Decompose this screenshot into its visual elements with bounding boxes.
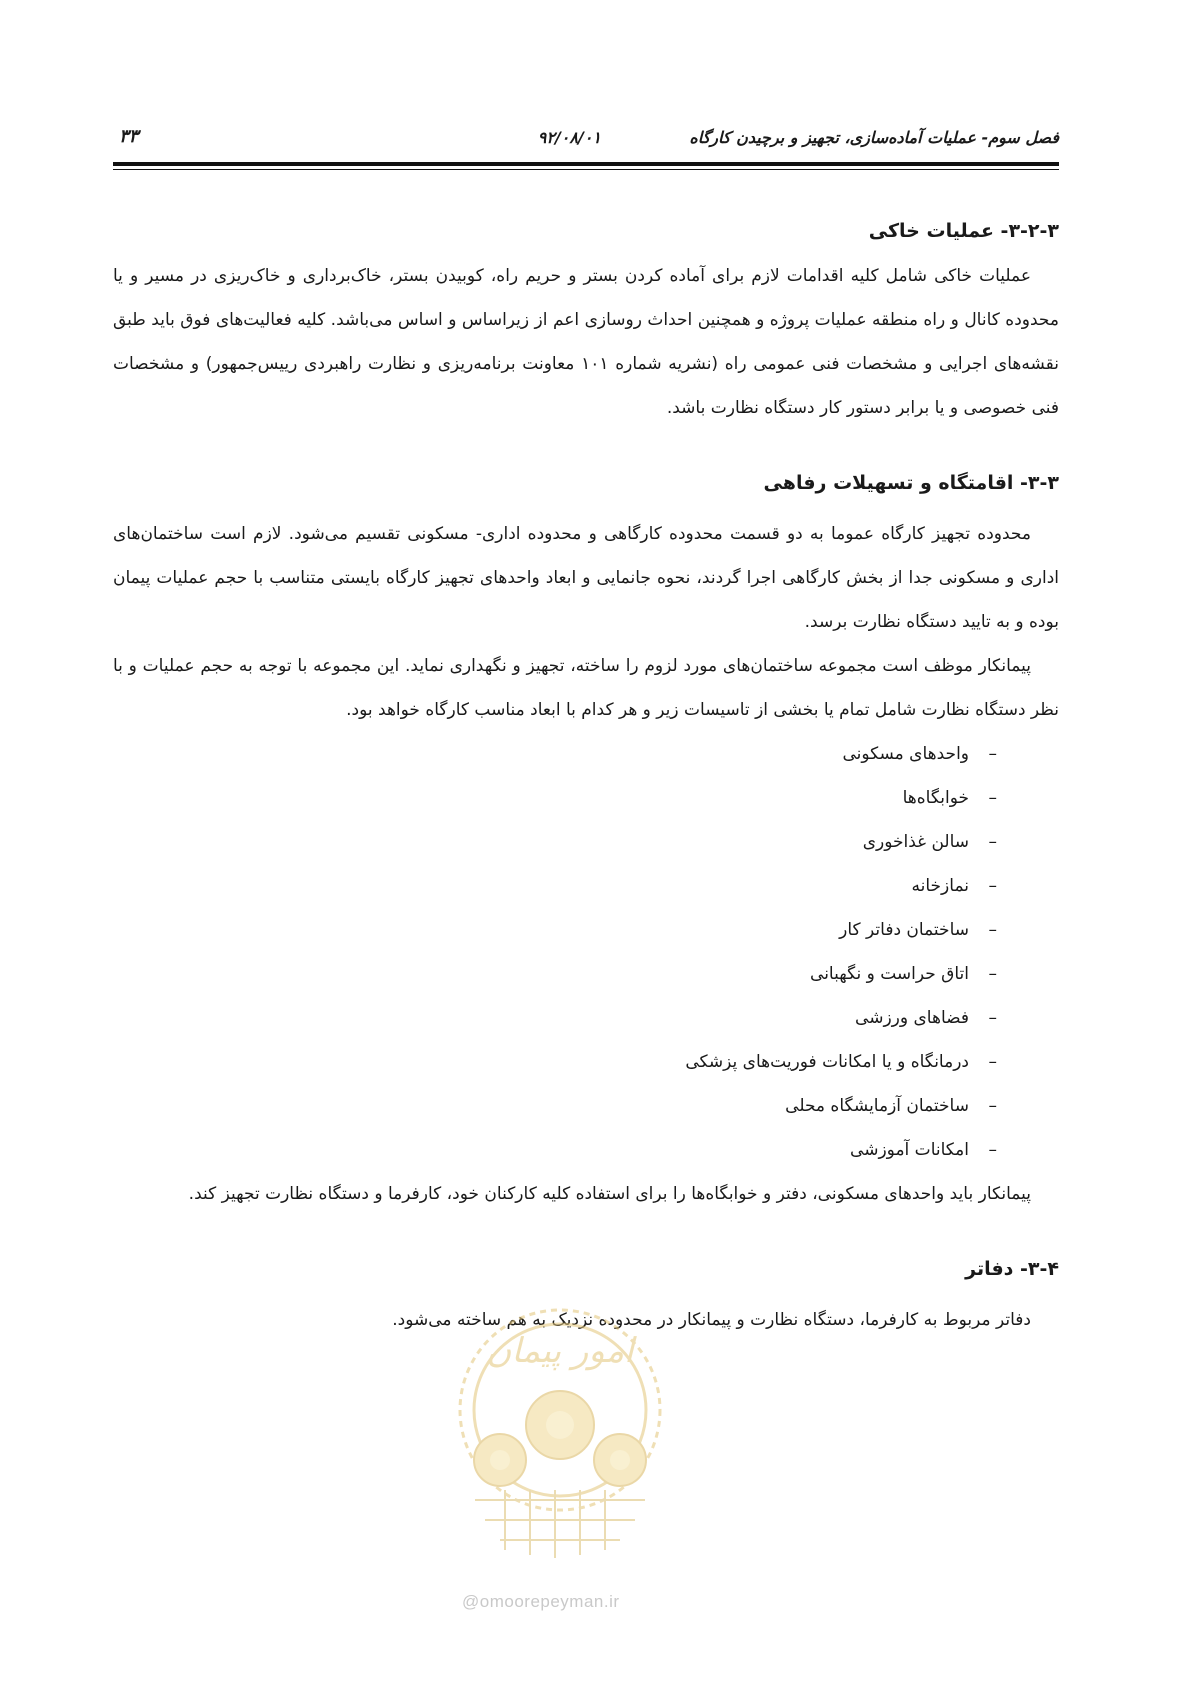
bullet-dash: – bbox=[988, 920, 997, 940]
chapter-title: فصل سوم- عملیات آماده‌سازی، تجهیز و برچیدن کارگاه bbox=[689, 128, 1059, 147]
list-item bbox=[113, 1040, 997, 1084]
list-item-text: ساختمان آزمایشگاه محلی bbox=[785, 1096, 969, 1116]
list-item-text: واحدهای مسکونی bbox=[842, 744, 969, 764]
list-item bbox=[113, 732, 997, 776]
header-date: ۹۲/۰۸/۰۱ bbox=[537, 128, 601, 147]
list-item-text: امکانات آموزشی bbox=[850, 1140, 969, 1160]
list-item bbox=[113, 908, 997, 952]
paragraph-site-zones: محدوده تجهیز کارگاه عموما به دو قسمت محدوده کارگاهی و محدوده اداری- مسکونی تقسیم می‌شود. لازم است ساختمان‌های اداری و مسکونی جدا از بخش کارگاهی اجرا گردند، نحوه جانمایی و ابعاد واحدهای تجهیز کارگاه بایستی متناسب با حجم عملیات پیمان بوده و به تایید دستگاه نظارت برسد. bbox=[113, 524, 1059, 632]
watermark-logo-text: امور پیمان bbox=[486, 1331, 634, 1371]
bullet-dash: – bbox=[988, 832, 997, 852]
list-item-text: ساختمان دفاتر کار bbox=[839, 920, 969, 940]
bullet-dash: – bbox=[988, 744, 997, 764]
watermark-logo-icon bbox=[445, 1300, 675, 1565]
section-heading-earthworks: ۳-۲-۳- عملیات خاکی bbox=[868, 220, 1059, 242]
section-heading-accommodation: ۳-۳- اقامتگاه و تسهیلات رفاهی bbox=[763, 472, 1059, 494]
page-number: ۳۳ bbox=[119, 126, 139, 147]
paragraph-offices: دفاتر مربوط به کارفرما، دستگاه نظارت و پیمانکار در محدوده نزدیک به هم ساخته می‌شود. bbox=[392, 1310, 1031, 1330]
paragraph-earthworks: عملیات خاکی شامل کلیه اقدامات لازم برای آماده کردن بستر و حریم راه، کوبیدن بستر، خاک‌برداری و خاک‌ریزی در مسیر و یا محدوده کانال و راه منطقه عملیات پروژه و همچنین احداث روسازی اعم از زیراساس و اساس می‌باشد. کلیه فعالیت‌های فوق باید طبق نقشه‌های اجرایی و مشخصات فنی عمومی راه (نشریه شماره ۱۰۱ معاونت برنامه‌ریزی و نظارت راهبردی رییس‌جمهور) و مشخصات فنی خصوصی و یا برابر دستور کار دستگاه نظارت باشد. bbox=[113, 266, 1059, 418]
list-item bbox=[113, 864, 997, 908]
list-item bbox=[113, 1084, 997, 1128]
document-body bbox=[113, 214, 1059, 1342]
list-item-text: درمانگاه و یا امکانات فوریت‌های پزشکی bbox=[685, 1052, 969, 1072]
bullet-dash: – bbox=[988, 1140, 997, 1160]
list-item bbox=[113, 952, 997, 996]
bullet-dash: – bbox=[988, 1052, 997, 1072]
running-header bbox=[113, 128, 1059, 154]
section-heading-offices: ۳-۴- دفاتر bbox=[965, 1258, 1059, 1280]
paragraph-contractor-duty: پیمانکار موظف است مجموعه ساختمان‌های مورد لزوم را ساخته، تجهیز و نگهداری نماید. این مجموعه با توجه به حجم عملیات و با نظر دستگاه نظارت شامل تمام یا بخشی از تاسیسات زیر و هر کدام با ابعاد مناسب کارگاه خواهد بود. bbox=[113, 656, 1059, 720]
list-item-text: فضاهای ورزشی bbox=[855, 1008, 969, 1028]
list-item bbox=[113, 776, 997, 820]
list-item bbox=[113, 1128, 997, 1172]
facilities-list bbox=[113, 732, 1059, 1172]
bullet-dash: – bbox=[988, 1096, 997, 1116]
paragraph-equip-housing: پیمانکار باید واحدهای مسکونی، دفتر و خوابگاه‌ها را برای استفاده کلیه کارکنان خود، کارفرما و دستگاه نظارت تجهیز کند. bbox=[188, 1184, 1031, 1204]
list-item-text: اتاق حراست و نگهبانی bbox=[810, 964, 969, 984]
bullet-dash: – bbox=[988, 1008, 997, 1028]
bullet-dash: – bbox=[988, 876, 997, 896]
list-item-text: نمازخانه bbox=[911, 876, 969, 896]
list-item bbox=[113, 996, 997, 1040]
bullet-dash: – bbox=[988, 964, 997, 984]
list-item-text: خوابگاه‌ها bbox=[902, 788, 969, 808]
list-item bbox=[113, 820, 997, 864]
bullet-dash: – bbox=[988, 788, 997, 808]
header-rule-thick bbox=[113, 162, 1059, 166]
list-item-text: سالن غذاخوری bbox=[862, 832, 969, 852]
header-rule-thin bbox=[113, 169, 1059, 170]
watermark-url: @omoorepeyman.ir bbox=[462, 1592, 620, 1611]
